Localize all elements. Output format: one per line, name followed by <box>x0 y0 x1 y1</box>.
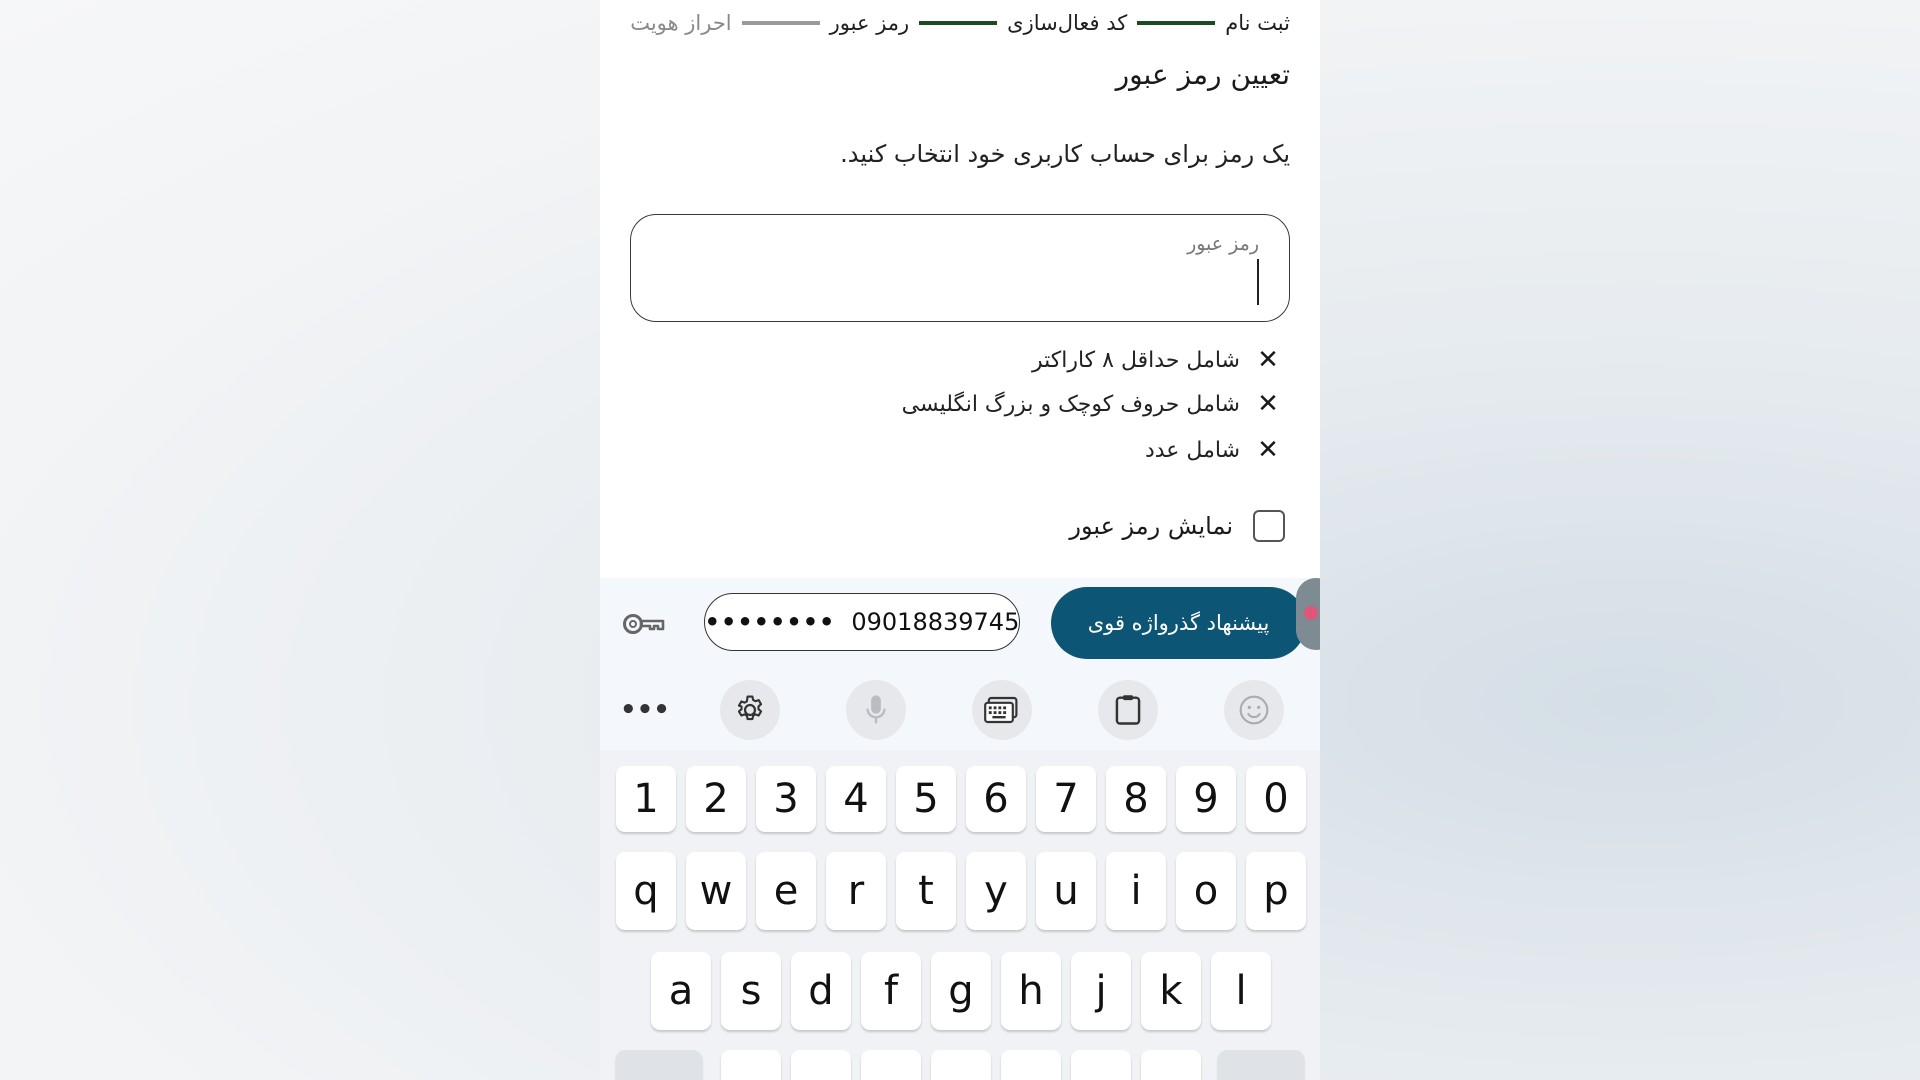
key-a[interactable]: a <box>651 952 711 1030</box>
password-requirement-number <box>1145 432 1280 468</box>
show-password-label: نمایش رمز عبور <box>1069 512 1233 540</box>
credential-username: 09018839745 <box>851 608 1020 636</box>
requirement-text: شامل حداقل ۸ کاراکتر <box>1031 347 1240 373</box>
saved-credential-chip[interactable] <box>704 593 1020 651</box>
close-icon: ✕ <box>1257 435 1279 465</box>
password-field[interactable] <box>630 214 1290 322</box>
microphone-icon[interactable] <box>846 680 906 740</box>
autofill-bar <box>600 578 1320 670</box>
show-password-checkbox[interactable] <box>1253 510 1285 542</box>
more-icon[interactable]: ••• <box>620 695 670 725</box>
step-connector <box>1137 21 1215 25</box>
key-r[interactable]: r <box>826 852 886 930</box>
key-d[interactable]: d <box>791 952 851 1030</box>
password-requirement-case <box>902 386 1280 422</box>
keyboard-icon[interactable] <box>972 680 1032 740</box>
key-bottom-row[interactable] <box>861 1050 921 1080</box>
key-bottom-row[interactable] <box>721 1050 781 1080</box>
phone-screen <box>600 0 1320 1080</box>
key-icon[interactable] <box>622 608 666 640</box>
page-title: تعیین رمز عبور <box>1115 58 1290 91</box>
key-y[interactable]: y <box>966 852 1026 930</box>
key-bottom-row[interactable] <box>791 1050 851 1080</box>
key-bottom-row[interactable] <box>1071 1050 1131 1080</box>
page-description: یک رمز برای حساب کاربری خود انتخاب کنید. <box>840 140 1290 168</box>
key-k[interactable]: k <box>1141 952 1201 1030</box>
shift-key[interactable] <box>616 1050 702 1080</box>
suggest-strong-password-button[interactable]: پیشنهاد گذرواژه قوی <box>1051 587 1306 659</box>
key-bottom-row[interactable] <box>1141 1050 1201 1080</box>
signup-stepper <box>630 8 1290 38</box>
key-w[interactable]: w <box>686 852 746 930</box>
emoji-icon[interactable] <box>1224 680 1284 740</box>
step-identity-verification: احراز هویت <box>630 11 732 35</box>
key-t[interactable]: t <box>896 852 956 930</box>
show-password-toggle[interactable] <box>1069 508 1285 544</box>
requirement-text: شامل عدد <box>1144 437 1240 463</box>
key-p[interactable]: p <box>1246 852 1306 930</box>
close-icon: ✕ <box>1257 345 1279 375</box>
key-bottom-row[interactable] <box>931 1050 991 1080</box>
close-icon: ✕ <box>1257 389 1279 419</box>
notification-dot <box>1304 606 1318 620</box>
credential-password-mask: •••••••• <box>704 608 836 636</box>
settings-icon[interactable] <box>720 680 780 740</box>
key-7[interactable]: 7 <box>1036 766 1096 832</box>
key-9[interactable]: 9 <box>1176 766 1236 832</box>
step-connector <box>919 21 997 25</box>
key-i[interactable]: i <box>1106 852 1166 930</box>
step-activation-code: کد فعال‌سازی <box>1007 11 1128 35</box>
key-bottom-row[interactable] <box>1001 1050 1061 1080</box>
key-1[interactable]: 1 <box>616 766 676 832</box>
key-g[interactable]: g <box>931 952 991 1030</box>
key-o[interactable]: o <box>1176 852 1236 930</box>
key-8[interactable]: 8 <box>1106 766 1166 832</box>
key-q[interactable]: q <box>616 852 676 930</box>
key-j[interactable]: j <box>1071 952 1131 1030</box>
key-f[interactable]: f <box>861 952 921 1030</box>
on-screen-keyboard <box>600 750 1320 1080</box>
requirement-text: شامل حروف کوچک و بزرگ انگلیسی <box>901 391 1240 417</box>
key-0[interactable]: 0 <box>1246 766 1306 832</box>
step-signup: ثبت نام <box>1225 11 1290 35</box>
password-field-label: رمز عبور <box>1187 233 1259 255</box>
key-6[interactable]: 6 <box>966 766 1026 832</box>
key-l[interactable]: l <box>1211 952 1271 1030</box>
step-connector <box>742 21 820 25</box>
clipboard-icon[interactable] <box>1098 680 1158 740</box>
keyboard-toolbar <box>600 670 1320 750</box>
key-3[interactable]: 3 <box>756 766 816 832</box>
key-u[interactable]: u <box>1036 852 1096 930</box>
key-2[interactable]: 2 <box>686 766 746 832</box>
text-caret <box>1257 259 1259 305</box>
key-4[interactable]: 4 <box>826 766 886 832</box>
key-s[interactable]: s <box>721 952 781 1030</box>
key-5[interactable]: 5 <box>896 766 956 832</box>
password-requirement-length <box>1032 342 1280 378</box>
backspace-key[interactable] <box>1218 1050 1304 1080</box>
key-e[interactable]: e <box>756 852 816 930</box>
step-password: رمز عبور <box>829 11 910 35</box>
key-h[interactable]: h <box>1001 952 1061 1030</box>
